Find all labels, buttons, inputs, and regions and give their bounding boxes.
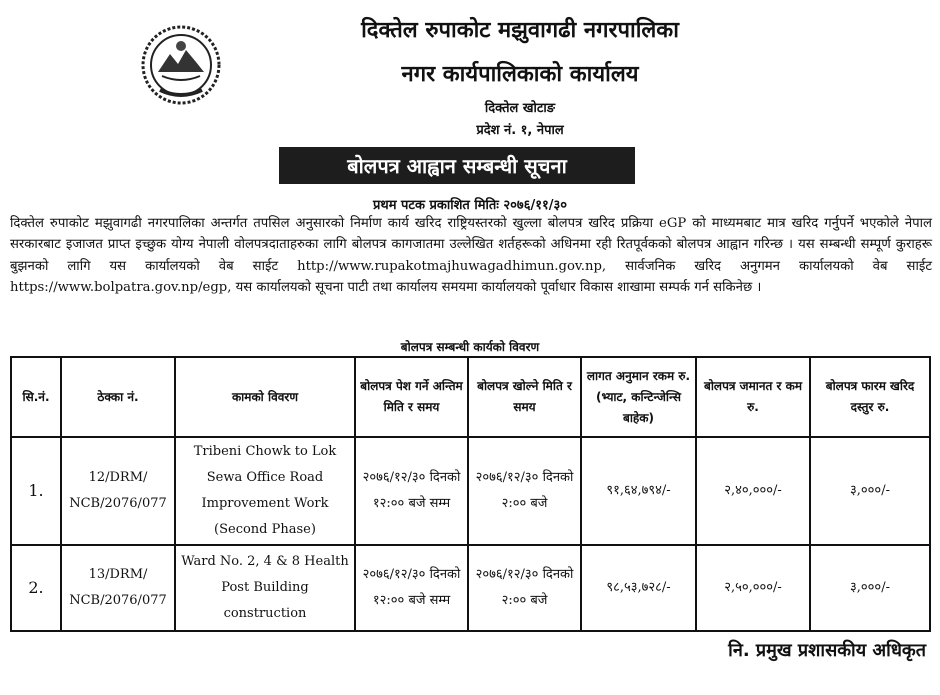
- table-row: [11, 437, 930, 545]
- table-row: [11, 545, 930, 631]
- cell-submission-deadline: २०७६/१२/३० दिनको १२:०० बजे सम्म: [355, 437, 468, 545]
- signatory-title: नि. प्रमुख प्रशासकीय अधिकृत: [728, 640, 926, 661]
- header-bid-security: बोलपत्र जमानत र कम रु.: [696, 357, 810, 437]
- header-submission-deadline: बोलपत्र पेश गर्ने अन्तिम मिति र समय: [355, 357, 468, 437]
- header-opening-date: बोलपत्र खोल्ने मिति र समय: [468, 357, 581, 437]
- header-cost-estimate: लागत अनुमान रकम रु. (भ्याट, कन्टिन्जेन्सि बाहेक): [581, 357, 696, 437]
- office-location: दिक्तेल खोटाङ: [484, 101, 556, 116]
- header-form-fee: बोलपत्र फारम खरिद दस्तुर रु.: [810, 357, 930, 437]
- letterhead: [0, 0, 940, 140]
- notice-title: बोलपत्र आह्वान सम्बन्धी सूचना: [279, 147, 635, 184]
- cell-contract-no: 13/DRM/ NCB/2076/077: [61, 545, 175, 631]
- header-work-description: कामको विवरण: [175, 357, 355, 437]
- bid-details-table: [10, 356, 931, 632]
- office-name: नगर कार्यपालिकाको कार्यालय: [401, 62, 639, 87]
- cell-bid-security: २,४०,०००/-: [696, 437, 810, 545]
- cell-work-description: Ward No. 2, 4 & 8 Health Post Building construction: [175, 545, 355, 631]
- cell-work-description: Tribeni Chowk to Lok Sewa Office Road Improvement Work (Second Phase): [175, 437, 355, 545]
- notice-body: दिक्तेल रुपाकोट मझुवागढी नगरपालिका अन्तर्गत तपसिल अनुसारको निर्माण कार्य खरिद राष्ट्रियस्तरको खुल्ला बोलपत्र खरिद प्रक्रिया eGP को माध्यमबाट मात्र खरिद गर्नुपर्ने भएकोले नेपाल सरकारबाट इजाजत प्राप्त इच्छुक योग्य नेपाली वोलपत्रदाताहरुका लागि बोलपत्र कागजातमा उल्लेखित शर्तहरूको अधिनमा रही रितपूर्वकको बोलपत्र आह्वान गरिन्छ । यस सम्बन्धी सम्पूर्ण कुराहरू बुझनको लागि यस कार्यालयको वेब साईट http://www.rupakotmajhuwagadhimun.gov.np, सार्वजनिक खरिद अनुगमन कार्यालयको वेब साईट https://www.bolpatra.gov.np/egp, यस कार्यालयको सूचना पाटी तथा कार्यालय समयमा कार्यालयको पूर्वाधार विकास शाखामा सम्पर्क गर्न सकिनेछ ।: [10, 216, 932, 295]
- cell-cost-estimate: ९८,५३,७२८/-: [581, 545, 696, 631]
- province-line: प्रदेश नं. १, नेपाल: [476, 123, 564, 138]
- cell-serial: 1.: [11, 437, 61, 545]
- cell-contract-no: 12/DRM/ NCB/2076/077: [61, 437, 175, 545]
- municipality-name: दिक्तेल रुपाकोट मझुवागढी नगरपालिका: [361, 18, 679, 43]
- cell-opening-date: २०७६/१२/३० दिनको २:०० बजे: [468, 437, 581, 545]
- header-serial: सि.नं.: [11, 357, 61, 437]
- cell-form-fee: ३,०००/-: [810, 545, 930, 631]
- cell-bid-security: २,५०,०००/-: [696, 545, 810, 631]
- cell-opening-date: २०७६/१२/३० दिनको २:०० बजे: [468, 545, 581, 631]
- cell-serial: 2.: [11, 545, 61, 631]
- header-contract-no: ठेक्का नं.: [61, 357, 175, 437]
- table-caption: बोलपत्र सम्बन्धी कार्यको विवरण: [400, 340, 540, 354]
- cell-form-fee: ३,०००/-: [810, 437, 930, 545]
- cell-cost-estimate: ९१,६४,७९४/-: [581, 437, 696, 545]
- publication-date: प्रथम पटक प्रकाशित मितिः २०७६/११/३०: [373, 198, 567, 213]
- table-header-row: [11, 357, 930, 437]
- cell-submission-deadline: २०७६/१२/३० दिनको १२:०० बजे सम्म: [355, 545, 468, 631]
